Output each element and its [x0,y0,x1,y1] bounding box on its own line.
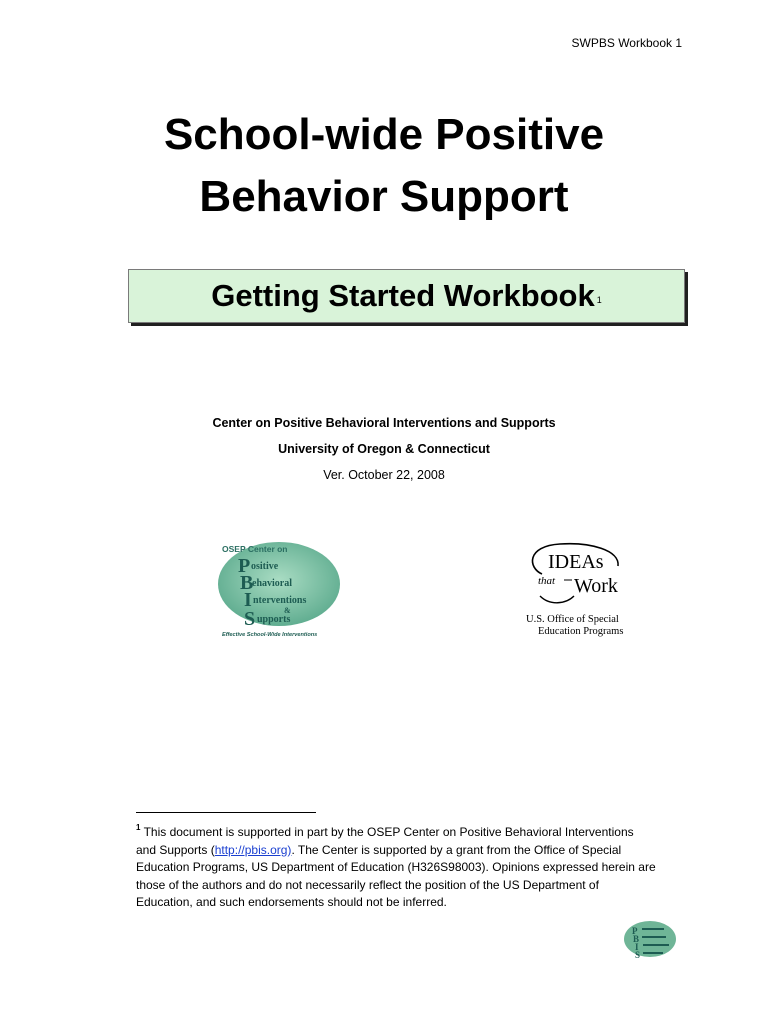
center-name: Center on Positive Behavioral Interventions and Supports [212,416,556,430]
small-logo-s: S [635,950,641,960]
pbis-link[interactable]: http://pbis.org) [214,842,292,857]
footnote-mark: 1 [136,823,141,832]
pbis-letter-b: B [240,572,254,594]
title-line-2: Behavior Support [199,172,569,221]
title-line-1: School-wide Positive [163,110,605,159]
footnote-separator [136,812,316,813]
footnote-text-b: . The Center is supported by a grant from the Office of Special Education Programs, US Department of Education (H326S98003). Opinions expressed herein are those of the authors and do not necessarily reflect the position of the US Department of Education, and such endorsements should not be inferred. [136,842,656,909]
document-title [0,104,768,228]
pbis-logo [214,540,346,638]
pbis-word-behavioral: ehavioral [252,578,292,589]
subtitle [211,278,602,314]
center-university: University of Oregon & Connecticut [278,442,490,456]
pbis-word-supports: upports [257,614,291,625]
footnote-text-a: This document is supported in part by the OSEP Center on Positive Behavioral Interventions and Supports ( [136,825,634,857]
pbis-logo-header: OSEP Center on [222,544,288,554]
pbis-letter-s: S [244,608,256,630]
running-header: SWPBS Workbook 1 [571,36,682,50]
pbis-letter-p: P [238,555,251,577]
subtitle-text: Getting Started Workbook [211,278,595,313]
that-word: that [538,575,556,587]
work-word: Work [574,575,618,597]
pbis-ampersand: & [284,606,291,615]
pbis-letter-i: I [244,589,252,611]
pbis-word-interventions: nterventions [253,595,307,606]
version-date: Ver. October 22, 2008 [323,468,445,482]
pbis-logo-small [622,918,678,962]
office-line-2: Education Programs [538,626,624,637]
center-info [0,410,768,488]
ideas-word: IDEAs [548,551,604,573]
pbis-tagline: Effective School-Wide Interventions [222,632,318,638]
subtitle-footnote-mark: 1 [596,295,602,305]
small-logo-i: I [635,942,639,952]
small-logo-b: B [633,934,640,944]
small-logo-p: P [632,926,638,936]
pbis-word-positive: ositive [251,561,279,572]
subtitle-box [128,269,685,323]
footnote [136,820,656,912]
office-line-1: U.S. Office of Special [526,614,619,625]
ideas-that-work-logo [520,540,642,640]
